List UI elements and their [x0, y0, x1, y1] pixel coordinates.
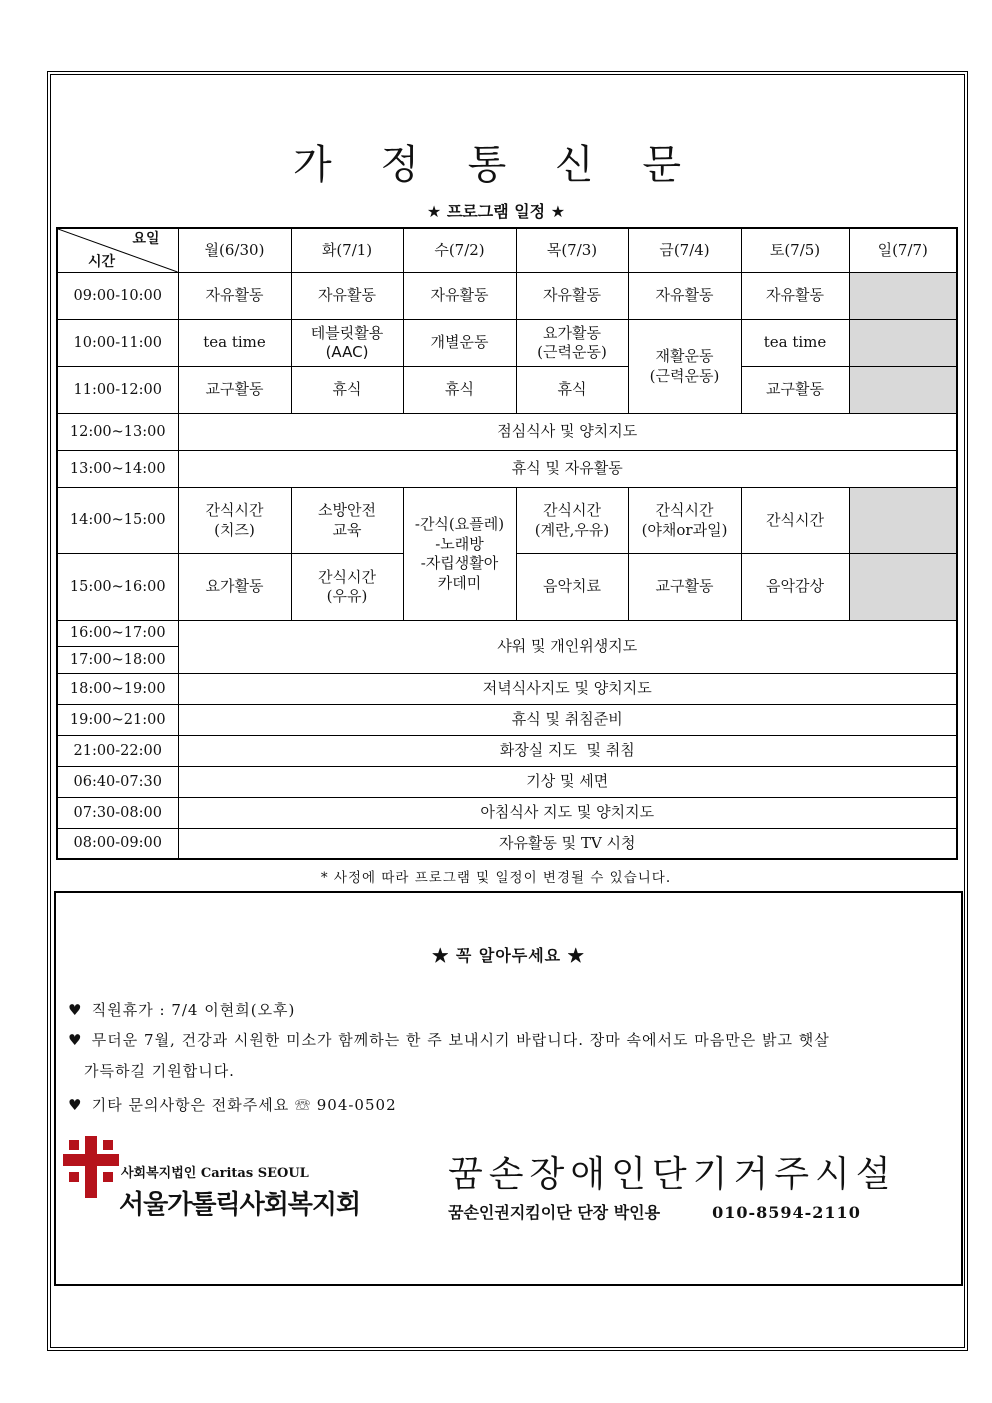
- activity-line: (우유): [326, 587, 368, 605]
- leader-text: 꿈손인권지킴이단 단장 박인용: [448, 1203, 661, 1222]
- activity-line: (AAC): [325, 343, 369, 361]
- activity-line: 요가활동: [543, 323, 601, 342]
- corner-day-label: 요일: [132, 231, 160, 247]
- activity-cell: [291, 488, 403, 554]
- activity-line: 간식시간: [655, 501, 714, 519]
- activity-line: 소방안전: [318, 501, 376, 519]
- table-row: [57, 488, 957, 554]
- table-row: [57, 674, 957, 705]
- activity-span-cell: 자유활동 및 TV 시청: [178, 829, 957, 859]
- heart-icon: ♥: [68, 1031, 83, 1049]
- activity-line: 간식시간: [318, 567, 376, 586]
- activity-line: 교육: [332, 520, 362, 539]
- notice-box: [54, 891, 963, 1286]
- day-header: 일(7/7): [849, 228, 957, 273]
- notice-item: [68, 1090, 397, 1121]
- activity-cell: 개별운동: [403, 320, 516, 367]
- schedule-subtitle: ★ 프로그램 일정 ★: [426, 202, 566, 221]
- table-row: [57, 451, 957, 488]
- activity-cell: 교구활동: [628, 554, 741, 621]
- notice-text: 기타 문의사항은 전화주세요 ☏ 904-0502: [91, 1096, 397, 1114]
- activity-cell: 자유활동: [291, 273, 403, 320]
- activity-span-cell: 샤워 및 개인위생지도: [178, 621, 957, 674]
- activity-span-cell: 휴식 및 취침준비: [178, 705, 957, 736]
- activity-cell: tea time: [741, 320, 849, 367]
- contact-line: [448, 1200, 861, 1223]
- activity-cell: 교구활동: [178, 367, 291, 414]
- notice-item: [68, 1025, 830, 1056]
- blank-sunday-cell: [849, 554, 957, 621]
- time-cell: 15:00~16:00: [57, 554, 178, 621]
- activity-span-cell: 휴식 및 자유활동: [178, 451, 957, 488]
- table-row: [57, 798, 957, 829]
- activity-span-cell: 화장실 지도 및 취침: [178, 736, 957, 767]
- activity-span-cell: 아침식사 지도 및 양치지도: [178, 798, 957, 829]
- day-header: 토(7/5): [741, 228, 849, 273]
- logo-name-text: 서울가톨릭사회복지회: [119, 1190, 361, 1220]
- notice-text: 무더운 7월, 건강과 시원한 미소가 함께하는 한 주 보내시기 바랍니다. 장마 속에서도 마음만은 밝고 햇살: [91, 1031, 830, 1049]
- activity-line: (치즈): [214, 520, 255, 539]
- activity-span-cell: 저녁식사지도 및 양치지도: [178, 674, 957, 705]
- heart-icon: ♥: [68, 1096, 83, 1114]
- table-row: [57, 705, 957, 736]
- activity-cell: [516, 320, 628, 367]
- activity-cell: 간식시간: [741, 488, 849, 554]
- activity-cell: 자유활동: [178, 273, 291, 320]
- time-cell: 09:00-10:00: [57, 273, 178, 320]
- activity-cell: 자유활동: [516, 273, 628, 320]
- time-cell: 14:00~15:00: [57, 488, 178, 554]
- table-row: [57, 273, 957, 320]
- activity-line: (근력운동): [537, 343, 607, 361]
- schedule-table: [56, 227, 958, 860]
- activity-line: (근력운동): [649, 366, 720, 385]
- activity-cell: [291, 320, 403, 367]
- activity-cell: [516, 488, 628, 554]
- activity-span-cell: 기상 및 세면: [178, 767, 957, 798]
- activity-cell: [628, 488, 741, 554]
- notice-item-continuation: 가득하길 기원합니다.: [84, 1062, 235, 1080]
- activity-line: (야채or과일): [641, 520, 728, 539]
- activity-line: 간식시간: [205, 501, 264, 519]
- time-cell: 17:00~18:00: [57, 647, 178, 674]
- activity-cell: 휴식: [403, 367, 516, 414]
- activity-line: 테블릿활용: [310, 323, 384, 342]
- day-header: 수(7/2): [403, 228, 516, 273]
- blank-sunday-cell: [849, 488, 957, 554]
- activity-cell: 교구활동: [741, 367, 849, 414]
- activity-cell: 요가활동: [178, 554, 291, 621]
- day-header: 월(6/30): [178, 228, 291, 273]
- activity-span-cell: 점심식사 및 양치지도: [178, 414, 957, 451]
- activity-line: -노래방: [435, 534, 484, 553]
- blank-sunday-cell: [849, 273, 957, 320]
- day-header: 목(7/3): [516, 228, 628, 273]
- activity-cell: [178, 488, 291, 554]
- time-cell: 08:00-09:00: [57, 829, 178, 859]
- activity-cell: 자유활동: [403, 273, 516, 320]
- activity-line: 간식시간: [543, 501, 601, 519]
- activity-cell: [628, 320, 741, 414]
- day-header: 화(7/1): [291, 228, 403, 273]
- corner-header: [57, 228, 178, 273]
- time-cell: 19:00~21:00: [57, 705, 178, 736]
- day-header: 금(7/4): [628, 228, 741, 273]
- time-cell: 21:00-22:00: [57, 736, 178, 767]
- facility-name: 꿈손장애인단기거주시설: [448, 1154, 897, 1195]
- activity-cell: 휴식: [291, 367, 403, 414]
- table-row: [57, 621, 957, 647]
- caritas-logo: [63, 1136, 383, 1226]
- table-row: [57, 320, 957, 367]
- time-cell: 12:00~13:00: [57, 414, 178, 451]
- time-cell: 11:00-12:00: [57, 367, 178, 414]
- notice-title: ★ 꼭 알아두세요 ★: [432, 946, 585, 965]
- notice-text: 직원휴가 : 7/4 이현희(오후): [91, 1001, 296, 1019]
- activity-line: 재활운동: [655, 347, 714, 365]
- time-cell: 06:40-07:30: [57, 767, 178, 798]
- time-cell: 07:30-08:00: [57, 798, 178, 829]
- notice-item: [68, 995, 295, 1026]
- activity-line: -자립생활아: [420, 554, 499, 572]
- blank-sunday-cell: [849, 367, 957, 414]
- table-row: [57, 767, 957, 798]
- table-header-row: [57, 228, 957, 273]
- activity-cell: [403, 488, 516, 621]
- blank-sunday-cell: [849, 320, 957, 367]
- caritas-cross-icon: [63, 1136, 119, 1198]
- heart-icon: ♥: [68, 1001, 83, 1019]
- time-cell: 10:00-11:00: [57, 320, 178, 367]
- logo-org-text: 사회복지법인 Caritas SEOUL: [121, 1166, 309, 1181]
- activity-line: 카데미: [437, 573, 482, 592]
- corner-time-label: 시간: [88, 253, 116, 270]
- activity-cell: 음악치료: [516, 554, 628, 621]
- activity-line: -간식(요플레): [414, 515, 505, 533]
- activity-cell: 자유활동: [628, 273, 741, 320]
- table-row: [57, 829, 957, 859]
- table-row: [57, 736, 957, 767]
- activity-cell: 휴식: [516, 367, 628, 414]
- time-cell: 18:00~19:00: [57, 674, 178, 705]
- activity-cell: tea time: [178, 320, 291, 367]
- activity-cell: 음악감상: [741, 554, 849, 621]
- time-cell: 16:00~17:00: [57, 621, 178, 647]
- activity-line: (계란,우유): [534, 520, 610, 539]
- phone-number: 010-8594-2110: [712, 1203, 861, 1222]
- schedule-change-note: * 사정에 따라 프로그램 및 일정이 변경될 수 있습니다.: [320, 870, 672, 886]
- time-cell: 13:00~14:00: [57, 451, 178, 488]
- table-row: [57, 367, 957, 414]
- page-title: 가 정 통 신 문: [292, 142, 700, 188]
- activity-cell: [291, 554, 403, 621]
- table-row: [57, 414, 957, 451]
- activity-cell: 자유활동: [741, 273, 849, 320]
